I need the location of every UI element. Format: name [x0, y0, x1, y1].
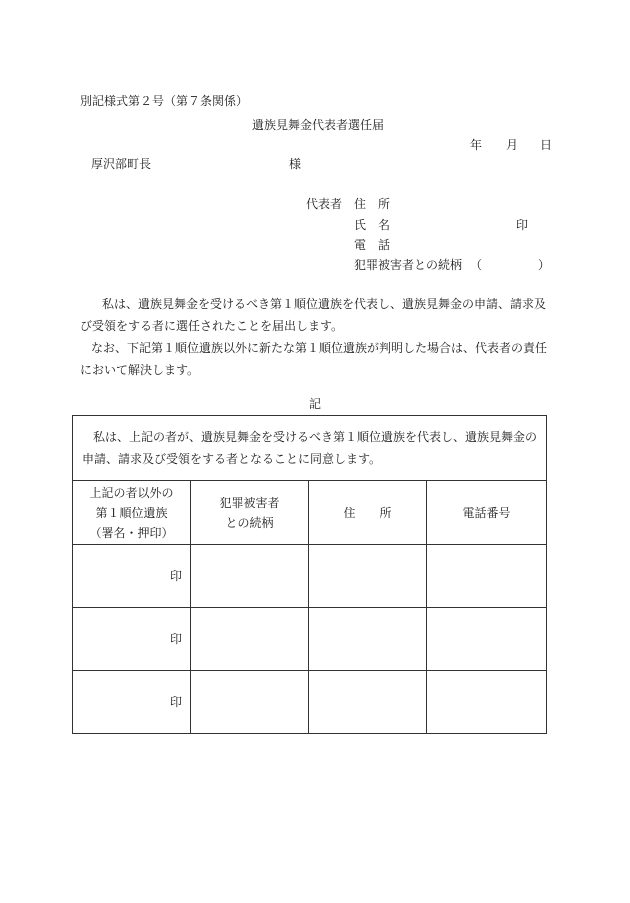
- address-label: 住 所: [354, 197, 391, 211]
- relationship-paren-close: ）: [538, 258, 551, 272]
- relationship-cell[interactable]: [191, 671, 309, 734]
- date-month-label: 月: [506, 138, 519, 152]
- address-cell[interactable]: [309, 608, 427, 671]
- relationship-cell[interactable]: [191, 608, 309, 671]
- header-phone: 電話番号: [427, 481, 547, 545]
- signature-cell[interactable]: [73, 608, 191, 671]
- header-address: 住 所: [309, 481, 427, 545]
- date-day-label: 日: [540, 138, 553, 152]
- relationship-label: 犯罪被害者との続柄: [354, 258, 463, 272]
- phone-cell[interactable]: [427, 608, 547, 671]
- representative-label: 代表者: [306, 197, 343, 211]
- signature-cell[interactable]: [73, 671, 191, 734]
- header-other-bereaved: 上記の者以外の 第１順位遺族 （署名・押印）: [73, 481, 191, 545]
- table-row: [73, 545, 547, 608]
- date-year-label: 年: [470, 138, 483, 152]
- form-number: 別記様式第２号（第７条関係）: [80, 94, 249, 108]
- table-row: [73, 608, 547, 671]
- phone-label: 電 話: [354, 238, 391, 252]
- address-cell[interactable]: [309, 545, 427, 608]
- name-label: 氏 名: [354, 218, 391, 232]
- agreement-text: 私は、上記の者が、遺族見舞金を受けるべき第１順位遺族を代表し、遺族見舞金の申請、請求及び受領をする者となることに同意します。: [73, 416, 547, 481]
- responsibility-paragraph: なお、下記第１順位遺族以外に新たな第１順位遺族が判明した場合は、代表者の責任において解決します。: [80, 341, 548, 377]
- signature-cell[interactable]: [73, 545, 191, 608]
- document-title: 遺族見舞金代表者選任届: [252, 118, 385, 132]
- representative-seal: 印: [516, 218, 529, 232]
- seal-mark: 印: [169, 569, 182, 583]
- declaration-paragraph: 私は、遺族見舞金を受けるべき第１順位遺族を代表し、遺族見舞金の申請、請求及び受領をする者に選任されたことを届出します。: [80, 297, 547, 333]
- address-cell[interactable]: [309, 671, 427, 734]
- honorific: 様: [289, 157, 302, 171]
- addressee: 厚沢部町長: [91, 157, 152, 171]
- seal-mark: 印: [169, 632, 182, 646]
- seal-mark: 印: [169, 695, 182, 709]
- header-relationship: 犯罪被害者 との続柄: [191, 481, 309, 545]
- phone-cell[interactable]: [427, 671, 547, 734]
- relationship-cell[interactable]: [191, 545, 309, 608]
- phone-cell[interactable]: [427, 545, 547, 608]
- record-label: 記: [309, 397, 322, 411]
- relationship-paren-open: （: [470, 258, 483, 272]
- consent-table: [72, 415, 547, 734]
- table-row: [73, 671, 547, 734]
